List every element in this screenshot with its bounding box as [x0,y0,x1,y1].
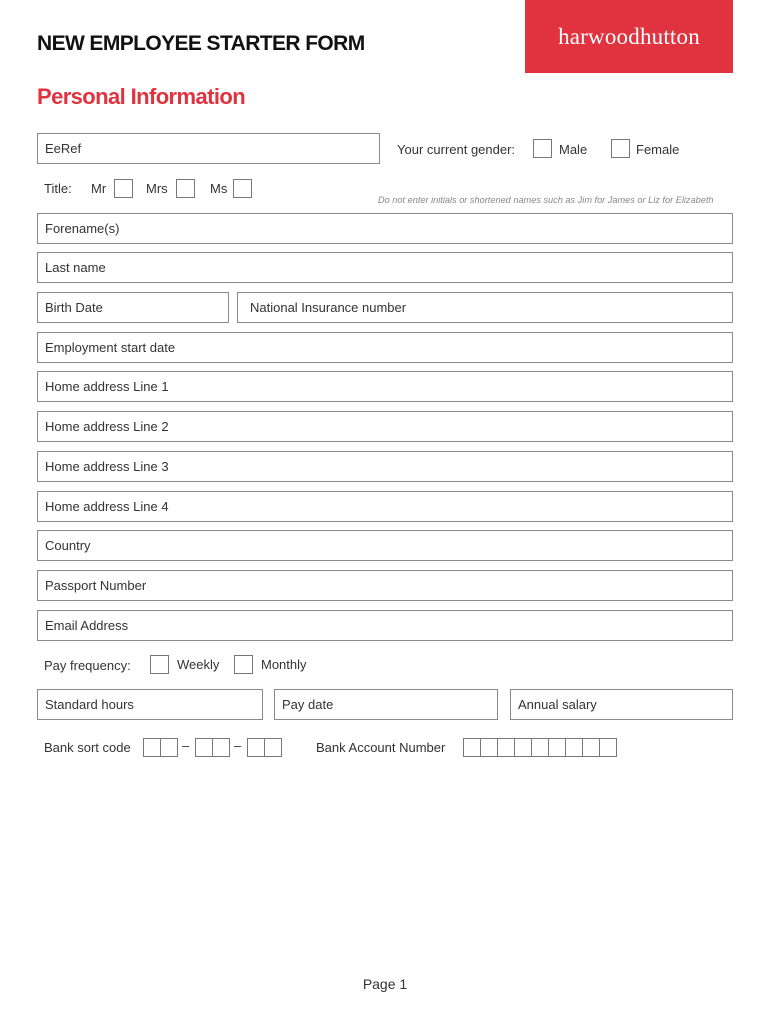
account-number-digit-box[interactable] [599,738,617,757]
pay-frequency-monthly-checkbox[interactable] [234,655,253,674]
account-number-digit-box[interactable] [565,738,583,757]
country-field[interactable] [37,530,733,561]
sort-code-digit-box[interactable] [212,738,230,757]
passport-number-label: Passport Number [45,578,147,593]
account-number-digit-box[interactable] [480,738,498,757]
account-number-label: Bank Account Number [316,740,446,755]
ee-ref-label: EeRef [45,141,82,156]
country-label: Country [45,538,91,553]
pay-frequency-weekly-label: Weekly [177,657,220,672]
sort-code-digit-box[interactable] [195,738,213,757]
account-number-digit-box[interactable] [582,738,600,757]
title-mrs-checkbox[interactable] [176,179,195,198]
gender-male-label: Male [559,142,588,157]
pay-frequency-weekly-checkbox[interactable] [150,655,169,674]
email-address-field[interactable] [37,610,733,641]
account-number-digit-box[interactable] [463,738,481,757]
section-title-personal-information: Personal Information [37,84,246,109]
sort-code-digit-box[interactable] [143,738,161,757]
start-date-field[interactable] [37,332,733,363]
title-ms-checkbox[interactable] [233,179,252,198]
birth-date-label: Birth Date [45,300,103,315]
annual-salary-label: Annual salary [518,697,597,712]
account-number-digit-box[interactable] [531,738,549,757]
gender-male-checkbox[interactable] [533,139,552,158]
account-number-digit-box[interactable] [497,738,515,757]
standard-hours-field[interactable] [37,689,263,720]
last-name-label: Last name [45,260,106,275]
address-line-3-field[interactable] [37,451,733,482]
title-mrs-label: Mrs [146,181,168,196]
form-title: NEW EMPLOYEE STARTER FORM [37,32,365,55]
annual-salary-field[interactable] [510,689,733,720]
address-line-4-label: Home address Line 4 [45,499,169,514]
pay-date-field[interactable] [274,689,498,720]
title-label: Title: [44,181,72,196]
sort-code-digit-box[interactable] [160,738,178,757]
title-mr-checkbox[interactable] [114,179,133,198]
brand-logo: harwoodhutton [525,0,733,73]
gender-female-checkbox[interactable] [611,139,630,158]
sort-code-separator: – [234,738,242,753]
sort-code-digit-box[interactable] [264,738,282,757]
title-ms-label: Ms [210,181,228,196]
address-line-1-label: Home address Line 1 [45,379,169,394]
address-line-2-field[interactable] [37,411,733,442]
page-number: Page 1 [362,976,408,992]
sort-code-digit-box[interactable] [247,738,265,757]
last-name-field[interactable] [37,252,733,283]
account-number-digit-box[interactable] [514,738,532,757]
forenames-field[interactable] [37,213,733,244]
sort-code-separator: – [182,738,190,753]
account-number-digit-box[interactable] [548,738,566,757]
address-line-2-label: Home address Line 2 [45,419,169,434]
gender-label: Your current gender: [397,142,516,157]
address-line-1-field[interactable] [37,371,733,402]
ni-number-field[interactable] [237,292,733,323]
name-hint: Do not enter initials or shortened names such as Jim for James or Liz for Elizabeth [378,195,714,205]
sort-code-group-2 [195,738,229,757]
passport-number-field[interactable] [37,570,733,601]
birth-date-field[interactable] [37,292,229,323]
ee-ref-field[interactable] [37,133,380,164]
email-address-label: Email Address [45,618,129,633]
address-line-3-label: Home address Line 3 [45,459,169,474]
account-number-boxes [463,738,616,757]
gender-female-label: Female [636,142,680,157]
pay-frequency-monthly-label: Monthly [261,657,307,672]
pay-frequency-label: Pay frequency: [44,658,131,673]
standard-hours-label: Standard hours [45,697,134,712]
sort-code-group-1 [143,738,177,757]
sort-code-group-3 [247,738,281,757]
sort-code-label: Bank sort code [44,740,131,755]
ni-number-label: National Insurance number [250,300,407,315]
start-date-label: Employment start date [45,340,176,355]
pay-date-label: Pay date [282,697,334,712]
title-mr-label: Mr [91,181,107,196]
address-line-4-field[interactable] [37,491,733,522]
forenames-label: Forename(s) [45,221,120,236]
